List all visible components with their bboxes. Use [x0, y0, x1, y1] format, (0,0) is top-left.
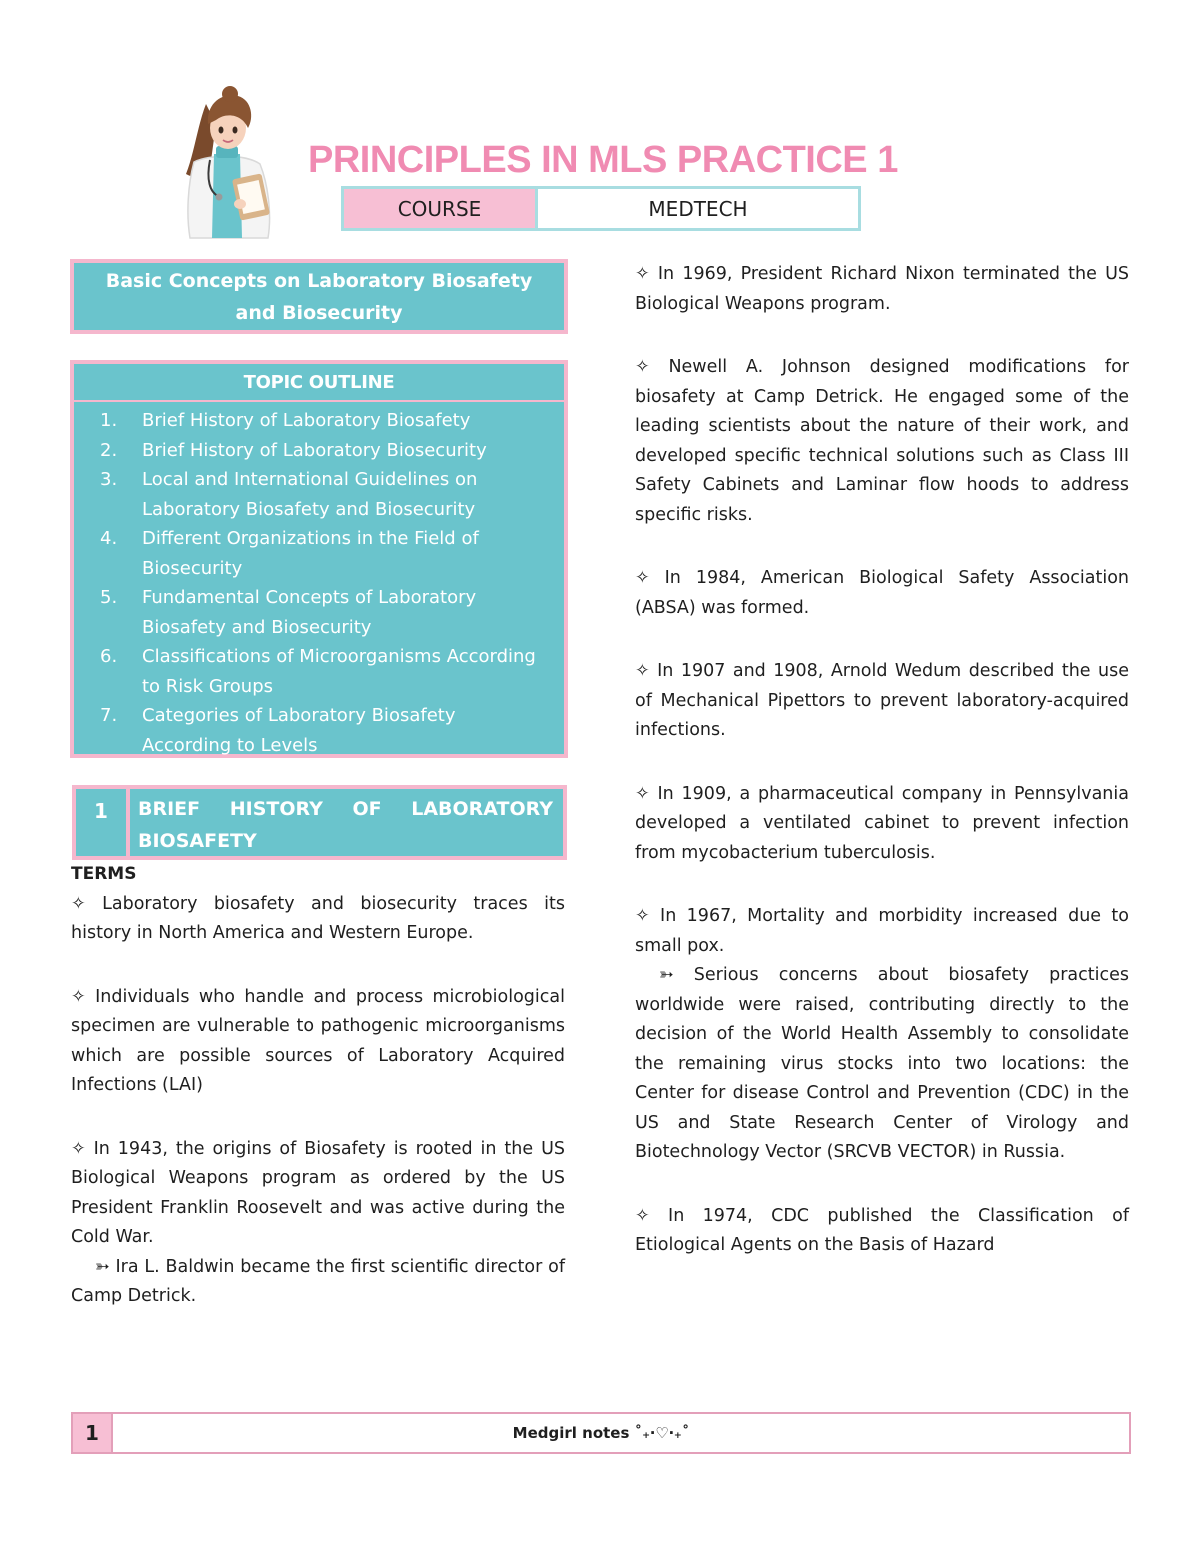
outline-item-number: 4. [100, 528, 118, 549]
outline-item [100, 701, 548, 760]
paragraph: ✧ In 1967, Mortality and morbidity increased due to small pox. [635, 906, 1129, 956]
outline-item [100, 524, 548, 583]
terms-label: TERMS [71, 864, 137, 884]
outline-item [100, 583, 548, 642]
outline-item-text: Fundamental Concepts of Laboratory Biosafety and Biosecurity [142, 587, 477, 638]
section-number: 1 [76, 789, 130, 856]
concept-heading-line1: Basic Concepts on Laboratory Biosafety [105, 269, 533, 292]
outline-item-text: Classifications of Microorganisms According to Risk Groups [142, 646, 536, 697]
paragraph: ✧ In 1974, CDC published the Classification of Etiological Agents on the Basis of Hazard [635, 1205, 1129, 1255]
footer-brand-text: Medgirl notes ˚₊‧♡‧₊˚ [512, 1424, 690, 1442]
outline-item-text: Local and International Guidelines on Laboratory Biosafety and Biosecurity [142, 469, 478, 520]
paragraph: ✧ Laboratory biosafety and biosecurity traces its history in North America and Western Europe. [71, 893, 565, 943]
sub-paragraph: ➳ Ira L. Baldwin became the first scientific director of Camp Detrick. [71, 1256, 565, 1306]
section-title: BRIEF HISTORY OF LABORATORY BIOSAFETY [130, 789, 563, 856]
concept-heading-line2: and Biosecurity [235, 301, 403, 324]
outline-item-text: Brief History of Laboratory Biosecurity [142, 439, 487, 461]
topic-outline-list [74, 402, 564, 760]
outline-item [100, 465, 548, 524]
outline-item-text: Brief History of Laboratory Biosafety [142, 410, 471, 431]
paragraph: ✧ Newell A. Johnson designed modifications for biosafety at Camp Detrick. He engaged some of the leading scientists about the nature of their work, and developed specific technical solutions such as Class III Safety Cabinets and Laminar flow hoods to address specific risks. [635, 357, 1129, 525]
sub-paragraph: ➳ Serious concerns about biosafety practices worldwide were raised, contributing directly to the decision of the World Health Assembly to consolidate the remaining virus stocks into two locations: the Center for disease Control and Prevention (CDC) in the US and State Research Center of Virology and Biotechnology Vector (SRCVB VECTOR) in Russia. [635, 965, 1129, 1162]
paragraph: ✧ In 1984, American Biological Safety Association (ABSA) was formed. [635, 568, 1129, 618]
left-column-text [71, 860, 565, 1312]
outline-item [100, 436, 548, 466]
outline-item-number: 7. [100, 705, 118, 726]
outline-item-text: Categories of Laboratory Biosafety According to Levels [142, 705, 456, 756]
page-title: PRINCIPLES IN MLS PRACTICE 1 [308, 139, 898, 181]
paragraph: ✧ In 1907 and 1908, Arnold Wedum described the use of Mechanical Pipettors to prevent laboratory-acquired infections. [635, 661, 1129, 740]
course-value: MEDTECH [648, 196, 748, 221]
paragraph: ✧ Individuals who handle and process microbiological specimen are vulnerable to pathogenic microorganisms which are possible sources of Laboratory Acquired Infections (LAI) [71, 986, 565, 1095]
course-label: COURSE [344, 189, 538, 228]
section-heading-box [72, 785, 567, 860]
right-column-text [635, 260, 1129, 1261]
outline-item-number: 3. [100, 469, 118, 490]
outline-item [100, 642, 548, 701]
outline-item [100, 406, 548, 436]
paragraph: ✧ In 1969, President Richard Nixon terminated the US Biological Weapons program. [635, 264, 1129, 314]
topic-outline-box [70, 360, 568, 758]
paragraph: ✧ In 1909, a pharmaceutical company in Pennsylvania developed a ventilated cabinet to prevent infection from mycobacterium tuberculosis. [635, 783, 1129, 863]
page-number: 1 [73, 1414, 113, 1452]
course-info-box [341, 186, 861, 231]
paragraph: ✧ In 1943, the origins of Biosafety is rooted in the US Biological Weapons program as ordered by the US President Franklin Roosevelt and was active during the Cold War. [71, 1138, 565, 1247]
nurse-avatar-illustration [176, 84, 282, 240]
page-footer [71, 1412, 1131, 1454]
outline-item-number: 5. [100, 587, 118, 608]
outline-item-number: 1. [100, 410, 118, 431]
outline-item-number: 2. [100, 439, 118, 461]
outline-item-number: 6. [100, 646, 118, 667]
topic-outline-heading: TOPIC OUTLINE [74, 364, 564, 402]
outline-item-text: Different Organizations in the Field of Biosecurity [142, 528, 479, 579]
concept-heading-box [70, 259, 568, 334]
